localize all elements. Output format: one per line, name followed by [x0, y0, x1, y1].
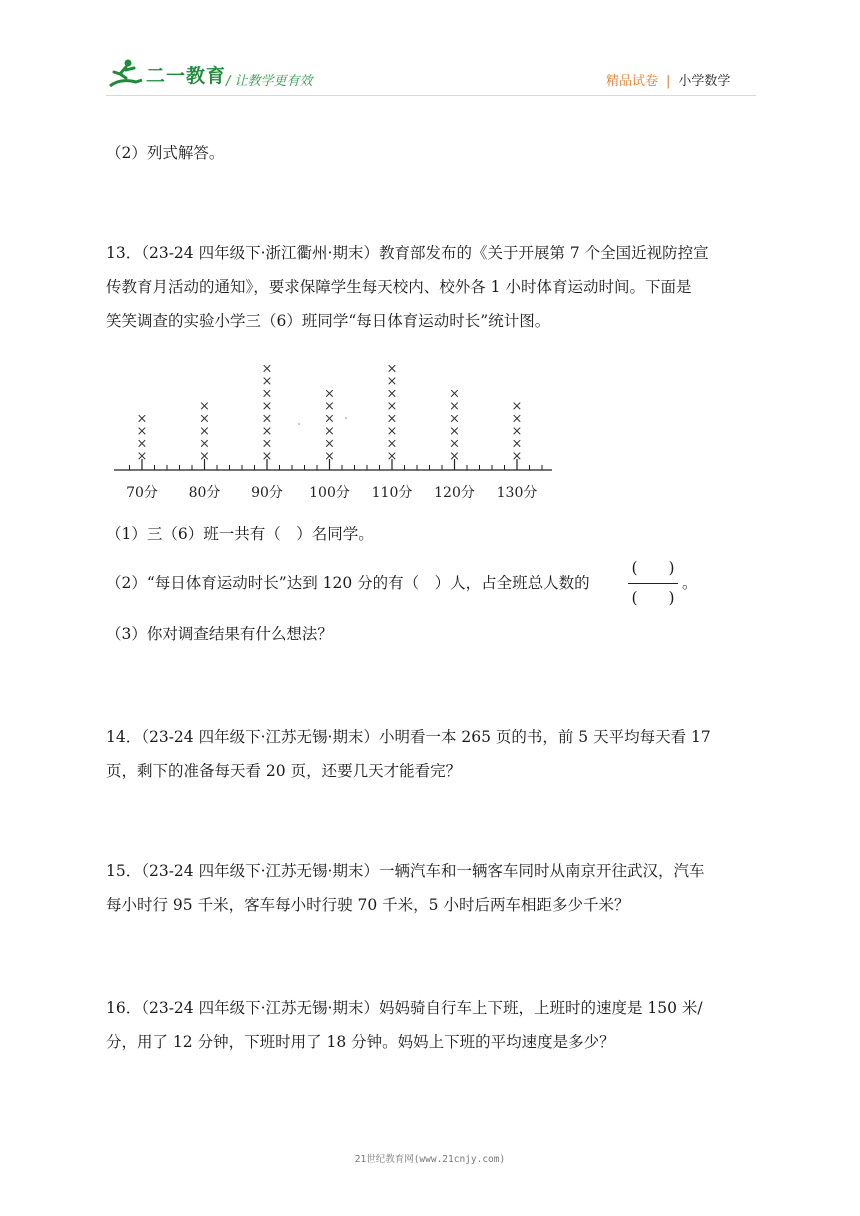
- tick-label: 90分: [251, 485, 283, 501]
- q14-line2: 页，剩下的准备每天看 20 页，还要几天才能看完？: [106, 762, 462, 780]
- data-point-marker: ×: [199, 424, 210, 439]
- runner-logo-icon: [106, 56, 146, 92]
- data-point-marker: ×: [511, 436, 523, 452]
- data-point-marker: ×: [199, 449, 210, 464]
- data-point-marker: ×: [199, 436, 210, 452]
- q13-sub2-end: 。: [682, 574, 698, 592]
- q13-sub3: （3）你对调查结果有什么想法？: [106, 625, 333, 643]
- data-point-marker: ×: [511, 424, 523, 439]
- data-point-marker: ×: [324, 436, 335, 452]
- data-point-marker: ×: [386, 386, 398, 402]
- data-point-marker: ×: [324, 424, 335, 439]
- header-label-quality: 精品试卷: [606, 74, 659, 89]
- fraction-blank[interactable]: [626, 556, 680, 610]
- speck-mark: [345, 417, 347, 419]
- data-point-marker: ×: [449, 386, 460, 402]
- q13-line1: 13．（23-24 四年级下·浙江衢州·期末）教育部发布的《关于开展第 7 个全国近视防控宣: [106, 244, 709, 262]
- header-separator: |: [666, 74, 671, 89]
- data-point-marker: ×: [386, 436, 398, 452]
- data-point-marker: ×: [386, 374, 398, 389]
- data-point-marker: ×: [136, 424, 148, 439]
- data-point-marker: ×: [449, 436, 460, 452]
- fraction-numerator: ( ): [631, 559, 675, 577]
- footer: 21世纪教育网(www.21cnjy.com): [354, 1154, 506, 1165]
- data-point-marker: ×: [261, 361, 273, 377]
- q12-part2: （2）列式解答。: [106, 144, 225, 162]
- header-label-subject: 小学数学: [678, 74, 731, 89]
- q15-line1: 15．（23-24 四年级下·江苏无锡·期末）一辆汽车和一辆客车同时从南京开往武汉，汽车: [106, 862, 705, 880]
- tick-label: 110分: [371, 485, 413, 501]
- q15-line2: 每小时行 95 千米，客车每小时行驶 70 千米，5 小时后两车相距多少千米？: [106, 896, 630, 914]
- data-point-marker: ×: [324, 399, 335, 414]
- q13-sub2: （2）“每日体育运动时长”达到 120 分的有（ ）人，占全班总人数的: [106, 574, 590, 592]
- data-point-marker: ×: [199, 411, 210, 427]
- minor-ticks: [130, 465, 543, 470]
- data-point-marker: ×: [511, 399, 523, 414]
- data-point-marker: ×: [449, 411, 460, 427]
- data-point-marker: ×: [386, 399, 398, 414]
- data-point-marker: ×: [261, 386, 273, 402]
- fraction-denominator: ( ): [631, 589, 675, 607]
- q13-sub1: （1）三（6）班一共有（ ）名同学。: [106, 525, 374, 543]
- q13-line3: 笑笑调查的实验小学三（6）班同学“每日体育运动时长”统计图。: [106, 312, 551, 330]
- data-point-marker: ×: [261, 424, 273, 439]
- tick-labels: [126, 485, 537, 501]
- fraction-bar: [628, 583, 678, 584]
- q13-line2: 传教育月活动的通知》，要求保障学生每天校内、校外各 1 小时体育运动时间。下面是: [106, 278, 692, 296]
- data-point-marker: ×: [511, 449, 523, 464]
- data-point-marker: ×: [386, 411, 398, 427]
- q16-line1: 16．（23-24 四年级下·江苏无锡·期末）妈妈骑自行车上下班，上班时的速度是 150 米/: [106, 999, 703, 1017]
- tick-label: 130分: [496, 485, 538, 501]
- q16-line2: 分，用了 12 分钟，下班时用了 18 分钟。妈妈上下班的平均速度是多少？: [106, 1033, 615, 1051]
- tick-label: 80分: [188, 485, 221, 501]
- data-point-marker: ×: [261, 436, 273, 452]
- header-right: [606, 70, 730, 89]
- data-point-marker: ×: [199, 399, 210, 414]
- data-point-marker: ×: [449, 449, 460, 464]
- tick-label: 120分: [434, 485, 475, 501]
- data-point-marker: ×: [386, 449, 398, 464]
- data-point-marker: ×: [324, 386, 335, 402]
- data-point-marker: ×: [136, 436, 148, 452]
- tick-label: 70分: [126, 485, 158, 501]
- data-point-marker: ×: [449, 424, 460, 439]
- logo: [106, 56, 227, 92]
- line-plot-chart: [110, 345, 560, 505]
- data-point-marker: ×: [261, 449, 273, 464]
- data-point-marker: ×: [511, 411, 523, 427]
- slogan: / 让教学更有效: [226, 74, 313, 89]
- logo-text: 二一教育: [146, 65, 227, 87]
- data-point-marker: ×: [386, 361, 398, 377]
- data-point-marker: ×: [261, 411, 273, 427]
- markers: [137, 362, 523, 465]
- data-point-marker: ×: [324, 411, 335, 427]
- header-divider: [106, 95, 756, 96]
- data-point-marker: ×: [136, 449, 148, 464]
- data-point-marker: ×: [386, 424, 398, 439]
- tick-label: 100分: [309, 485, 350, 501]
- q14-line1: 14．（23-24 四年级下·江苏无锡·期末）小明看一本 265 页的书，前 5 天平均每天看 17: [106, 728, 711, 746]
- speck-mark: [298, 423, 300, 425]
- data-point-marker: ×: [261, 374, 273, 389]
- data-point-marker: ×: [324, 449, 335, 464]
- data-point-marker: ×: [449, 399, 460, 414]
- data-point-marker: ×: [261, 399, 273, 414]
- data-point-marker: ×: [136, 411, 148, 427]
